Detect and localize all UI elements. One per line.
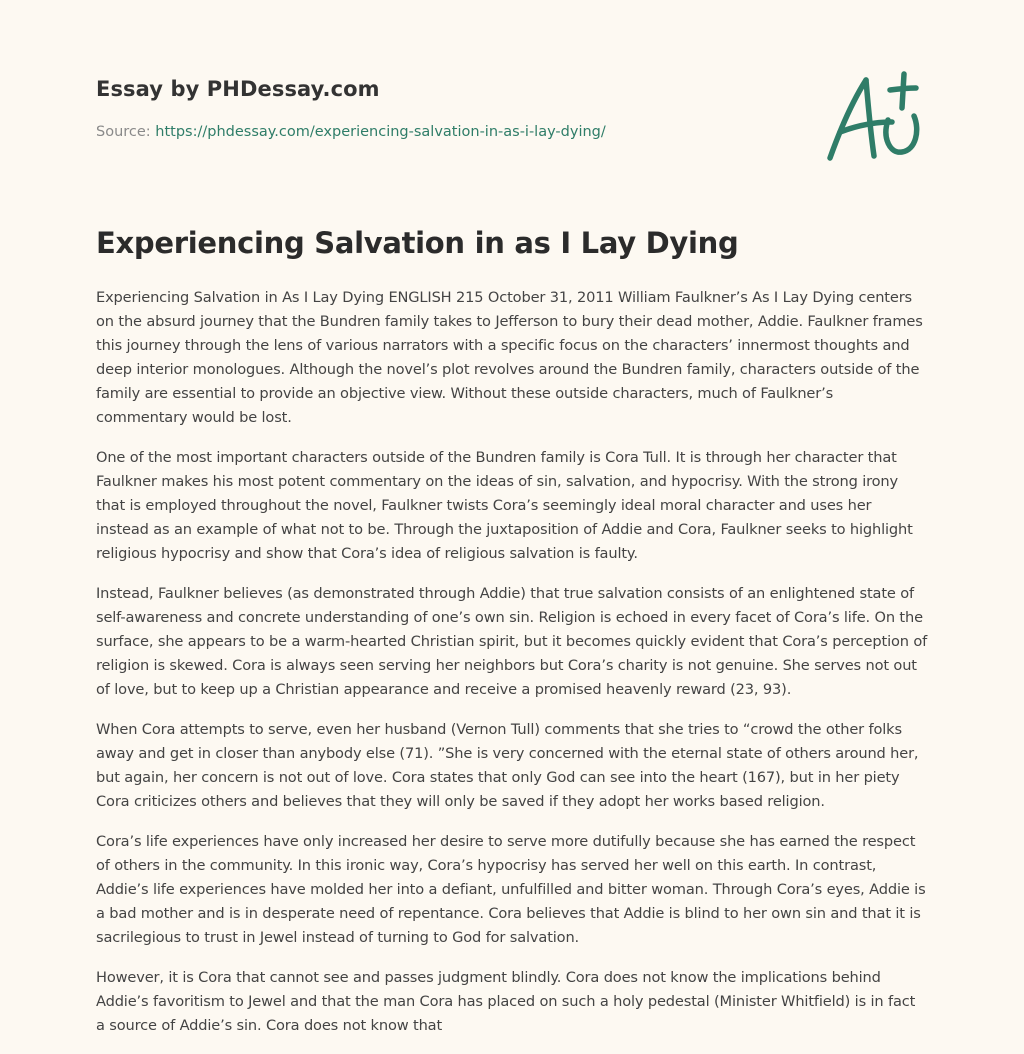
paragraph: One of the most important characters outside of the Bundren family is Cora Tull. It is through her character that Faulkner makes his most potent commentary on the ideas of sin, salvation, and hypocrisy. With the strong irony that is employed throughout the novel, Faulkner twists Cora’s seemingly ideal moral character and uses her instead as an example of what not to be. Through the juxtaposition of Addie and Cora, Faulkner seeks to highlight religious hypocrisy and show that Cora’s idea of religious salvation is faulty. — [96, 449, 913, 562]
paragraph: Cora’s life experiences have only increased her desire to serve more dutifully because she has earned the respect of others in the community. In this ironic way, Cora’s hypocrisy has served her well on this earth. In contrast, Addie’s life experiences have molded her into a defiant, unfulfilled and bitter woman. Through Cora’s eyes, Addie is a bad mother and is in desperate need of repentance. Cora believes that Addie is blind to her own sin and that it is sacrilegious to trust in Jewel instead of turning to God for salvation. — [96, 833, 926, 946]
source-label: Source: — [96, 124, 156, 140]
source-line — [96, 124, 606, 140]
site-brand: Essay by PHDessay.com — [96, 77, 380, 101]
essay-title: Experiencing Salvation in as I Lay Dying — [96, 226, 739, 260]
a-plus-grade-icon — [826, 68, 930, 164]
source-link[interactable]: https://phdessay.com/experiencing-salvation-in-as-i-lay-dying/ — [155, 124, 606, 140]
paragraph: Experiencing Salvation in As I Lay Dying ENGLISH 215 October 31, 2011 William Faulkner’s As I Lay Dying centers on the absurd journey that the Bundren family takes to Jefferson to bury their dead mother, Addie. Faulkner frames this journey through the lens of various narrators with a specific focus on the characters’ innermost thoughts and deep interior monologues. Although the novel’s plot revolves around the Bundren family, characters outside of the family are essential to provide an objective view. Without these outside characters, much of Faulkner’s commentary would be lost. — [96, 289, 923, 426]
paragraph: Instead, Faulkner believes (as demonstrated through Addie) that true salvation consists of an enlightened state of self-awareness and concrete understanding of one’s own sin. Religion is echoed in every facet of Cora’s life. On the surface, she appears to be a warm-hearted Christian spirit, but it becomes quickly evident that Cora’s perception of religion is skewed. Cora is always seen serving her neighbors but Cora’s charity is not genuine. She serves not out of love, but to keep up a Christian appearance and receive a promised heavenly reward (23, 93). — [96, 585, 928, 698]
paragraph: When Cora attempts to serve, even her husband (Vernon Tull) comments that she tries to “crowd the other folks away and get in closer than anybody else (71). ”She is very concerned with the eternal state of others around her, but again, her concern is not out of love. Cora states that only God can see into the heart (167), but in her piety Cora criticizes others and believes that they will only be saved if they adopt her works based religion. — [96, 721, 919, 810]
essay-body — [96, 286, 928, 1054]
paragraph: However, it is Cora that cannot see and passes judgment blindly. Cora does not know the implications behind Addie’s favoritism to Jewel and that the man Cora has placed on such a holy pedestal (Minister Whitfield) is in fact a source of Addie’s sin. Cora does not know that — [96, 969, 916, 1034]
